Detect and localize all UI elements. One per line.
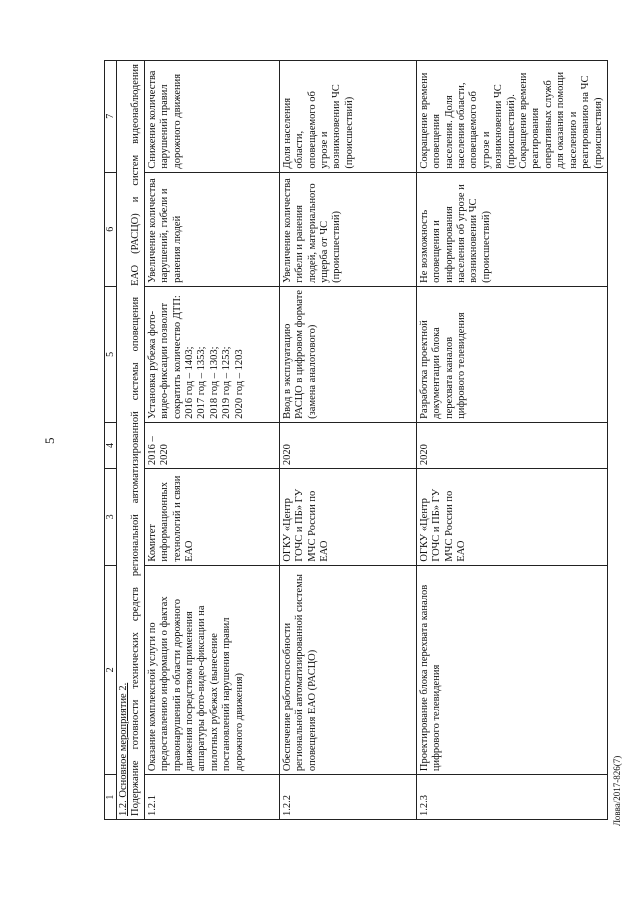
page-number: 5: [42, 437, 57, 444]
table-row: [279, 61, 416, 820]
implementation-period: 2020: [416, 422, 607, 468]
activity-name: Оказание комплексной услуги по предоставлению информации о фактах правонарушений в области дорожного движения посредством применения аппаратуры фото-видео-фиксации на пилотных рубежах (вынесение постановлений нарушения правил дорожного движения): [144, 565, 279, 774]
responsible-executor: ОГКУ «Центр ГОЧС и ПБ» ГУ МЧС России по ЕАО: [279, 469, 416, 566]
column-number: 4: [105, 422, 117, 468]
column-number-row: [105, 61, 117, 820]
row-number: 1.2.1: [144, 775, 279, 820]
responsible-executor: ОГКУ «Центр ГОЧС и ПБ» ГУ МЧС России по ЕАО: [416, 469, 607, 566]
indicator-link: Доля населения области, оповещаемого об угрозе и возникновении ЧС (происшествий): [279, 61, 416, 173]
activities-table: [104, 60, 608, 820]
non-implementation-consequences: Не возможность оповещения и информирования населения об угрозе и возникновении ЧС (происшествий): [416, 172, 607, 286]
column-number: 3: [105, 469, 117, 566]
responsible-executor: Комитет информационных технологий и связи ЕАО: [144, 469, 279, 566]
row-number: 1.2.3: [416, 775, 607, 820]
section-cell: [117, 61, 145, 820]
column-number: 2: [105, 565, 117, 774]
non-implementation-consequences: Увеличение количества гибели и ранения людей, материального ущерба от ЧС (происшествий): [279, 172, 416, 286]
table-row: [416, 61, 607, 820]
non-implementation-consequences: Увеличение количества нарушений, гибели и ранения людей: [144, 172, 279, 286]
indicator-link: Снижение количества нарушений правил дорожного движения: [144, 61, 279, 173]
expected-result: Разработка проектной документации блока перехвата каналов цифрового телевидения: [416, 286, 607, 422]
section-row: [117, 61, 145, 820]
implementation-period: 2020: [279, 422, 416, 468]
activity-name: Обеспечение работоспособности региональной автоматизированной системы оповещения ЕАО (РАСЦО): [279, 565, 416, 774]
column-number: 7: [105, 61, 117, 173]
footer-document-code: Ловва/2017-826(7): [612, 755, 622, 826]
table-row: [144, 61, 279, 820]
column-number: 5: [105, 286, 117, 422]
row-number: 1.2.2: [279, 775, 416, 820]
section-title: 1.2. Основное мероприятие 2.: [118, 682, 129, 816]
activity-name: Проектирование блока перехвата каналов цифрового телевидения: [416, 565, 607, 774]
column-number: 1: [105, 775, 117, 820]
implementation-period: 2016 – 2020: [144, 422, 279, 468]
expected-result: Установка рубежа фото-видео-фиксации позволит сократить количество ДТП: 2016 год – 1403; 2017 год – 1353; 2018 год – 1303; 2019 год – 1253; 2020 год – 1203: [144, 286, 279, 422]
expected-result: Ввод в эксплуатацию РАСЦО в цифровом формате (замена аналогового): [279, 286, 416, 422]
indicator-link: Сокращение времени оповещения населения. Доля населения области, оповещаемого об угрозе и возникновении ЧС (происшествий). Сокращение времени реагирования оперативных служб для оказания помощи населению и реагированию на ЧС (происшествия): [416, 61, 607, 173]
rotated-table-sheet: [104, 60, 604, 820]
column-number: 6: [105, 172, 117, 286]
section-description: Подержание готовности технических средств региональной автоматизированной системы оповещения ЕАО (РАСЦО) и систем видеонаблюдения: [130, 64, 142, 816]
